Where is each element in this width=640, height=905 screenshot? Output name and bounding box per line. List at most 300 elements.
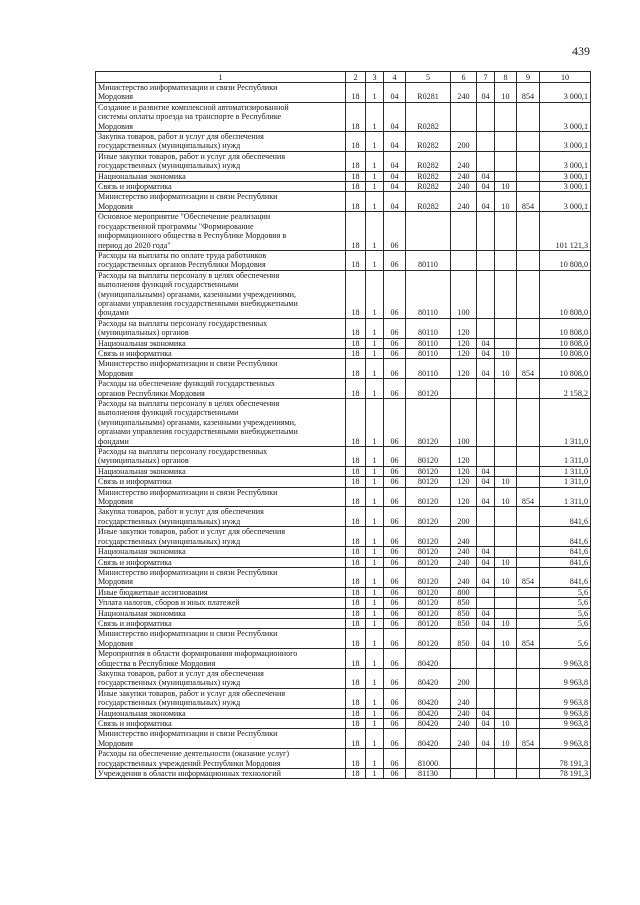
row-code-cell	[517, 318, 540, 338]
row-code-cell: 80120	[406, 608, 451, 618]
table-row	[96, 719, 591, 729]
row-code-cell: 10	[495, 567, 517, 587]
header-cell: 9	[517, 72, 540, 83]
row-code-cell: R0282	[406, 102, 451, 131]
row-code-cell	[477, 527, 495, 547]
budget-table	[95, 71, 591, 779]
row-code-cell: 120	[451, 466, 477, 476]
row-name-cell: Министерство информатизации и связи Республики Мордовия	[96, 567, 346, 587]
row-amount-cell: 3 000,1	[540, 182, 591, 192]
row-code-cell: 80120	[406, 629, 451, 649]
row-name-cell: Связь и информатика	[96, 182, 346, 192]
row-code-cell: 04	[477, 182, 495, 192]
row-code-cell: 200	[451, 668, 477, 688]
table-row	[96, 399, 591, 447]
row-code-cell: 06	[384, 608, 406, 618]
row-code-cell: R0282	[406, 132, 451, 152]
row-code-cell: 18	[346, 649, 366, 669]
row-code-cell	[495, 250, 517, 270]
row-code-cell: 1	[366, 749, 384, 769]
table-row	[96, 359, 591, 379]
row-code-cell: 04	[477, 547, 495, 557]
row-code-cell: 240	[451, 708, 477, 718]
row-code-cell	[406, 212, 451, 251]
row-code-cell: 80120	[406, 598, 451, 608]
row-code-cell: 06	[384, 487, 406, 507]
row-code-cell: 18	[346, 527, 366, 547]
row-name-cell: Национальная экономика	[96, 466, 346, 476]
row-code-cell: 04	[384, 102, 406, 131]
row-code-cell	[451, 250, 477, 270]
table-row	[96, 348, 591, 358]
row-code-cell: 18	[346, 708, 366, 718]
row-code-cell: 10	[495, 83, 517, 103]
row-code-cell: 100	[451, 270, 477, 318]
row-code-cell: 06	[384, 557, 406, 567]
row-code-cell: 06	[384, 359, 406, 379]
row-amount-cell: 10 808,0	[540, 250, 591, 270]
row-code-cell: 80120	[406, 587, 451, 597]
row-code-cell: 18	[346, 83, 366, 103]
row-code-cell: 80120	[406, 618, 451, 628]
row-code-cell: 850	[451, 629, 477, 649]
row-code-cell: 854	[517, 192, 540, 212]
row-amount-cell: 10 808,0	[540, 338, 591, 348]
row-code-cell: 1	[366, 182, 384, 192]
row-code-cell	[477, 598, 495, 608]
row-code-cell	[477, 649, 495, 669]
row-name-cell: Уплата налогов, сборов и иных платежей	[96, 598, 346, 608]
row-code-cell: 240	[451, 557, 477, 567]
row-code-cell: 06	[384, 399, 406, 447]
row-code-cell: 06	[384, 318, 406, 338]
table-row	[96, 477, 591, 487]
row-amount-cell: 5,6	[540, 598, 591, 608]
row-code-cell: 1	[366, 769, 384, 779]
row-name-cell: Министерство информатизации и связи Республики Мордовия	[96, 629, 346, 649]
row-code-cell: 18	[346, 629, 366, 649]
row-name-cell: Национальная экономика	[96, 608, 346, 618]
row-code-cell: 18	[346, 608, 366, 618]
table-row	[96, 487, 591, 507]
row-code-cell: 18	[346, 379, 366, 399]
row-code-cell: 04	[477, 359, 495, 379]
row-code-cell: 06	[384, 547, 406, 557]
row-name-cell: Расходы на обеспечение функций государственных органов Республики Мордовия	[96, 379, 346, 399]
row-code-cell: 18	[346, 547, 366, 557]
row-code-cell: 1	[366, 359, 384, 379]
row-code-cell	[477, 151, 495, 171]
row-name-cell: Учреждения в области информационных технологий	[96, 769, 346, 779]
row-code-cell: 80110	[406, 359, 451, 379]
row-code-cell: 06	[384, 729, 406, 749]
row-amount-cell: 841,6	[540, 567, 591, 587]
row-code-cell: 240	[451, 688, 477, 708]
row-code-cell	[517, 379, 540, 399]
row-code-cell	[495, 749, 517, 769]
row-code-cell: 06	[384, 749, 406, 769]
header-cell: 3	[366, 72, 384, 83]
row-code-cell	[495, 270, 517, 318]
row-code-cell: 1	[366, 338, 384, 348]
row-code-cell: 80110	[406, 338, 451, 348]
row-code-cell: 18	[346, 668, 366, 688]
table-row	[96, 250, 591, 270]
row-code-cell: 120	[451, 477, 477, 487]
row-code-cell	[495, 587, 517, 597]
row-code-cell: 1	[366, 447, 384, 467]
row-code-cell	[495, 466, 517, 476]
row-code-cell: 1	[366, 507, 384, 527]
row-code-cell	[477, 688, 495, 708]
row-code-cell: 04	[384, 132, 406, 152]
row-code-cell: 10	[495, 719, 517, 729]
row-code-cell: 04	[384, 83, 406, 103]
row-code-cell: 18	[346, 507, 366, 527]
row-code-cell: 240	[451, 567, 477, 587]
table-row	[96, 151, 591, 171]
row-code-cell: 06	[384, 598, 406, 608]
row-code-cell: 04	[477, 719, 495, 729]
row-code-cell: 854	[517, 629, 540, 649]
row-code-cell: R0281	[406, 83, 451, 103]
row-code-cell: 1	[366, 547, 384, 557]
row-code-cell: 18	[346, 192, 366, 212]
row-code-cell: 80120	[406, 466, 451, 476]
row-code-cell	[495, 507, 517, 527]
row-code-cell	[495, 132, 517, 152]
row-code-cell: 240	[451, 151, 477, 171]
row-name-cell: Министерство информатизации и связи Республики Мордовия	[96, 487, 346, 507]
row-code-cell: 06	[384, 250, 406, 270]
row-code-cell: 06	[384, 507, 406, 527]
row-code-cell: 80120	[406, 557, 451, 567]
row-code-cell: 18	[346, 399, 366, 447]
row-code-cell	[477, 102, 495, 131]
row-amount-cell: 3 000,1	[540, 171, 591, 181]
row-code-cell	[477, 212, 495, 251]
row-amount-cell: 9 963,8	[540, 729, 591, 749]
row-code-cell: 06	[384, 567, 406, 587]
row-code-cell	[517, 447, 540, 467]
row-code-cell: 10	[495, 487, 517, 507]
row-code-cell	[451, 102, 477, 131]
row-code-cell: 04	[477, 557, 495, 567]
row-code-cell: 1	[366, 212, 384, 251]
row-code-cell: 80420	[406, 708, 451, 718]
row-code-cell: 06	[384, 466, 406, 476]
row-code-cell: 120	[451, 348, 477, 358]
row-code-cell: R0282	[406, 171, 451, 181]
row-code-cell	[451, 769, 477, 779]
row-code-cell: 1	[366, 132, 384, 152]
row-code-cell	[517, 212, 540, 251]
row-code-cell: 81000	[406, 749, 451, 769]
row-code-cell	[517, 171, 540, 181]
row-code-cell: 854	[517, 487, 540, 507]
row-code-cell: 04	[477, 466, 495, 476]
row-code-cell: 18	[346, 151, 366, 171]
row-code-cell	[477, 587, 495, 597]
row-name-cell: Иные бюджетные ассигнования	[96, 587, 346, 597]
row-code-cell: 80110	[406, 250, 451, 270]
row-code-cell	[495, 598, 517, 608]
row-code-cell	[517, 708, 540, 718]
row-code-cell: 1	[366, 708, 384, 718]
row-code-cell: 850	[451, 598, 477, 608]
row-code-cell: 1	[366, 527, 384, 547]
row-code-cell: 06	[384, 719, 406, 729]
row-code-cell: 80420	[406, 668, 451, 688]
row-code-cell: 18	[346, 171, 366, 181]
row-code-cell: 18	[346, 587, 366, 597]
row-code-cell: 04	[477, 487, 495, 507]
row-amount-cell: 5,6	[540, 608, 591, 618]
table-row	[96, 379, 591, 399]
row-amount-cell: 101 121,3	[540, 212, 591, 251]
row-code-cell: 120	[451, 487, 477, 507]
header-cell: 2	[346, 72, 366, 83]
table-row	[96, 102, 591, 131]
row-code-cell	[477, 250, 495, 270]
row-code-cell: 80120	[406, 527, 451, 547]
header-cell: 4	[384, 72, 406, 83]
row-name-cell: Связь и информатика	[96, 557, 346, 567]
row-code-cell	[517, 719, 540, 729]
row-code-cell: 80420	[406, 688, 451, 708]
row-code-cell: 04	[384, 171, 406, 181]
row-code-cell	[495, 338, 517, 348]
row-code-cell	[451, 749, 477, 769]
row-amount-cell: 841,6	[540, 557, 591, 567]
row-name-cell: Национальная экономика	[96, 171, 346, 181]
row-code-cell: 80420	[406, 719, 451, 729]
row-amount-cell: 9 963,8	[540, 719, 591, 729]
row-code-cell: 10	[495, 618, 517, 628]
row-code-cell	[495, 668, 517, 688]
row-code-cell: 240	[451, 192, 477, 212]
row-code-cell: 1	[366, 318, 384, 338]
row-code-cell: 18	[346, 359, 366, 379]
table-row	[96, 749, 591, 769]
row-amount-cell: 3 000,1	[540, 132, 591, 152]
row-code-cell	[517, 132, 540, 152]
table-row	[96, 547, 591, 557]
row-code-cell	[517, 270, 540, 318]
row-code-cell: 1	[366, 629, 384, 649]
row-code-cell: 1	[366, 649, 384, 669]
row-name-cell: Расходы на обеспечение деятельности (оказание услуг) государственных учреждений Республики Мордовия	[96, 749, 346, 769]
table-row	[96, 212, 591, 251]
row-name-cell: Национальная экономика	[96, 338, 346, 348]
row-code-cell: 18	[346, 447, 366, 467]
row-amount-cell: 78 191,3	[540, 769, 591, 779]
row-name-cell: Расходы на выплаты персоналу в целях обеспечения выполнения функций государственными (муниципальными) органами, казенными учреждениями, органами управления государственными внебюджетными фондами	[96, 270, 346, 318]
row-code-cell	[477, 749, 495, 769]
row-code-cell	[517, 769, 540, 779]
row-code-cell	[495, 547, 517, 557]
row-code-cell: 18	[346, 487, 366, 507]
row-code-cell: 854	[517, 567, 540, 587]
row-name-cell: Расходы на выплаты персоналу государственных (муниципальных) органов	[96, 447, 346, 467]
table-row	[96, 466, 591, 476]
row-name-cell: Закупка товаров, работ и услуг для обеспечения государственных (муниципальных) нужд	[96, 132, 346, 152]
header-cell: 7	[477, 72, 495, 83]
row-code-cell: 80110	[406, 270, 451, 318]
table-row	[96, 132, 591, 152]
row-amount-cell: 3 000,1	[540, 192, 591, 212]
row-code-cell: 1	[366, 719, 384, 729]
row-code-cell: 240	[451, 729, 477, 749]
page-number: 439	[572, 44, 590, 58]
row-code-cell: 240	[451, 83, 477, 103]
row-code-cell: 850	[451, 618, 477, 628]
row-code-cell: 06	[384, 649, 406, 669]
row-code-cell: 18	[346, 102, 366, 131]
row-code-cell	[517, 557, 540, 567]
row-code-cell: 18	[346, 182, 366, 192]
row-code-cell: 80420	[406, 649, 451, 669]
row-code-cell: 18	[346, 769, 366, 779]
row-code-cell: 04	[477, 477, 495, 487]
row-code-cell: 04	[384, 192, 406, 212]
row-code-cell: 04	[477, 338, 495, 348]
row-code-cell: 240	[451, 182, 477, 192]
row-name-cell: Связь и информатика	[96, 348, 346, 358]
table-row	[96, 649, 591, 669]
row-code-cell: 10	[495, 557, 517, 567]
row-amount-cell: 1 311,0	[540, 447, 591, 467]
row-code-cell	[517, 477, 540, 487]
table-row	[96, 608, 591, 618]
row-amount-cell: 1 311,0	[540, 399, 591, 447]
row-code-cell: 04	[477, 348, 495, 358]
row-code-cell	[517, 102, 540, 131]
row-code-cell	[477, 270, 495, 318]
row-code-cell: 04	[477, 608, 495, 618]
row-code-cell: 81130	[406, 769, 451, 779]
row-name-cell: Иные закупки товаров, работ и услуг для обеспечения государственных (муниципальных) нужд	[96, 527, 346, 547]
table-row	[96, 708, 591, 718]
row-code-cell: 18	[346, 567, 366, 587]
row-code-cell	[517, 587, 540, 597]
row-amount-cell: 9 963,8	[540, 668, 591, 688]
row-code-cell: 1	[366, 379, 384, 399]
row-code-cell	[495, 212, 517, 251]
row-name-cell: Закупка товаров, работ и услуг для обеспечения государственных (муниципальных) нужд	[96, 507, 346, 527]
row-code-cell: 1	[366, 348, 384, 358]
row-code-cell: 04	[477, 729, 495, 749]
row-code-cell: 04	[477, 567, 495, 587]
row-code-cell	[517, 608, 540, 618]
table-row	[96, 270, 591, 318]
row-amount-cell: 10 808,0	[540, 348, 591, 358]
row-code-cell	[517, 338, 540, 348]
row-amount-cell: 5,6	[540, 629, 591, 649]
row-code-cell: 120	[451, 359, 477, 379]
row-code-cell	[517, 547, 540, 557]
row-code-cell: 1	[366, 598, 384, 608]
row-name-cell: Связь и информатика	[96, 618, 346, 628]
row-code-cell	[477, 399, 495, 447]
row-code-cell: 240	[451, 547, 477, 557]
row-code-cell: 1	[366, 688, 384, 708]
row-code-cell	[451, 212, 477, 251]
row-code-cell: 06	[384, 338, 406, 348]
row-code-cell: 06	[384, 708, 406, 718]
row-code-cell: 1	[366, 270, 384, 318]
row-code-cell	[495, 151, 517, 171]
row-code-cell: 80110	[406, 348, 451, 358]
table-row	[96, 587, 591, 597]
row-code-cell: 854	[517, 359, 540, 379]
row-name-cell: Министерство информатизации и связи Республики Мордовия	[96, 83, 346, 103]
row-code-cell: 80120	[406, 379, 451, 399]
row-amount-cell: 841,6	[540, 547, 591, 557]
row-code-cell: 10	[495, 182, 517, 192]
row-code-cell	[477, 379, 495, 399]
row-code-cell: 854	[517, 729, 540, 749]
row-code-cell: 1	[366, 618, 384, 628]
row-code-cell: 04	[477, 192, 495, 212]
row-code-cell: 120	[451, 338, 477, 348]
row-code-cell: 80120	[406, 477, 451, 487]
row-code-cell: 18	[346, 132, 366, 152]
row-code-cell	[477, 447, 495, 467]
row-code-cell: 06	[384, 629, 406, 649]
row-amount-cell: 9 963,8	[540, 688, 591, 708]
row-name-cell: Расходы на выплаты персоналу государственных (муниципальных) органов	[96, 318, 346, 338]
table-row	[96, 318, 591, 338]
row-code-cell: 18	[346, 212, 366, 251]
row-amount-cell: 10 808,0	[540, 359, 591, 379]
row-code-cell: 1	[366, 466, 384, 476]
row-code-cell: 06	[384, 527, 406, 547]
table-row	[96, 668, 591, 688]
row-code-cell: 1	[366, 102, 384, 131]
row-code-cell: 06	[384, 688, 406, 708]
header-cell: 5	[406, 72, 451, 83]
row-code-cell: 1	[366, 668, 384, 688]
row-code-cell	[495, 102, 517, 131]
row-code-cell: 18	[346, 318, 366, 338]
header-cell: 10	[540, 72, 591, 83]
row-name-cell: Национальная экономика	[96, 547, 346, 557]
row-code-cell	[495, 171, 517, 181]
row-amount-cell: 841,6	[540, 507, 591, 527]
row-amount-cell: 9 963,8	[540, 708, 591, 718]
table-row	[96, 629, 591, 649]
row-code-cell	[517, 688, 540, 708]
table-row	[96, 769, 591, 779]
row-code-cell: 04	[477, 83, 495, 103]
row-code-cell	[517, 618, 540, 628]
row-name-cell: Иные закупки товаров, работ и услуг для обеспечения государственных (муниципальных) нужд	[96, 688, 346, 708]
table-row	[96, 171, 591, 181]
row-code-cell: 06	[384, 477, 406, 487]
row-amount-cell: 9 963,8	[540, 649, 591, 669]
row-code-cell: 18	[346, 270, 366, 318]
row-code-cell	[477, 668, 495, 688]
row-code-cell: R0282	[406, 182, 451, 192]
row-code-cell: 06	[384, 668, 406, 688]
row-code-cell: 1	[366, 192, 384, 212]
row-code-cell	[517, 466, 540, 476]
row-code-cell: 80120	[406, 399, 451, 447]
row-amount-cell: 5,6	[540, 587, 591, 597]
row-code-cell	[495, 399, 517, 447]
table-row	[96, 567, 591, 587]
